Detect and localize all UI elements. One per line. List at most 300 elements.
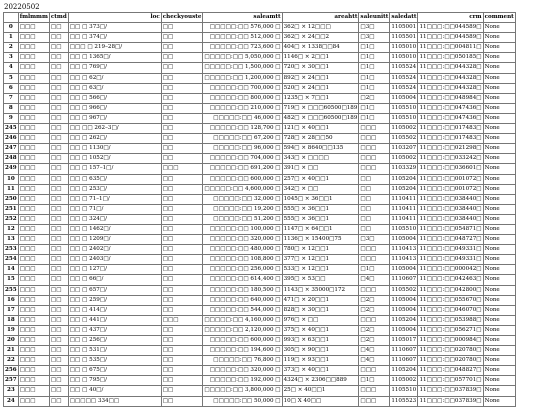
- table-cell: 1143□ × 35000□172: [282, 285, 359, 295]
- table-cell: □4□: [359, 275, 390, 285]
- table-cell: 11□□□:□□001072□: [418, 184, 483, 194]
- table-cell: □□ □ 71–1□/: [68, 194, 161, 204]
- table-cell: □2□: [359, 295, 390, 305]
- table-row: [4, 63, 516, 73]
- row-index-cell: 250: [4, 194, 19, 204]
- table-cell: □□□: [18, 53, 49, 63]
- table-cell: □□□: [18, 134, 49, 144]
- table-cell: □□□: [18, 103, 49, 113]
- table-row: [4, 224, 516, 234]
- table-cell: 1105502: [390, 285, 418, 295]
- table-cell: □□ □ 1130□/: [68, 144, 161, 154]
- table-cell: 11□□□:□□057701□: [418, 376, 483, 386]
- table-cell: 119□ × 93□□1: [282, 356, 359, 366]
- table-cell: 1105510: [390, 103, 418, 113]
- table-cell: □□: [161, 346, 203, 356]
- table-cell: None: [483, 184, 515, 194]
- table-cell: □□□□□:□□ 700,000 □: [203, 83, 282, 93]
- table-cell: 1105510: [390, 224, 418, 234]
- table-cell: □□□□□:□□ 320,000 □: [203, 366, 282, 376]
- row-index-cell: 257: [4, 376, 19, 386]
- table-cell: □□: [161, 305, 203, 315]
- table-cell: None: [483, 164, 515, 174]
- table-cell: □□: [161, 386, 203, 396]
- table-cell: 11□□□:□□048727□: [418, 235, 483, 245]
- table-cell: □□ □ 966□/: [68, 103, 161, 113]
- table-row: [4, 144, 516, 154]
- table-row: [4, 325, 516, 335]
- table-row: [4, 43, 516, 53]
- column-header[interactable]: areahtt: [282, 13, 359, 23]
- table-cell: 11□□□:□□020780□: [418, 356, 483, 366]
- table-cell: □□ □ 441□/: [68, 315, 161, 325]
- table-cell: □□□□□:□□ 480,000 □: [203, 245, 282, 255]
- table-cell: □□□: [18, 265, 49, 275]
- table-cell: □□: [49, 285, 68, 295]
- table-cell: □□: [49, 346, 68, 356]
- table-row: [4, 245, 516, 255]
- row-index-cell: 16: [4, 295, 19, 305]
- table-cell: □□: [49, 43, 68, 53]
- table-cell: 11□□□:□□038440□: [418, 204, 483, 214]
- table-cell: 25□ × 40□□1: [282, 386, 359, 396]
- table-cell: □□□: [359, 144, 390, 154]
- table-cell: 11□□□:□□053988□: [418, 315, 483, 325]
- row-index-cell: 256: [4, 366, 19, 376]
- table-cell: 1105002: [390, 124, 418, 134]
- data-table: [3, 12, 516, 407]
- column-header[interactable]: loc: [68, 13, 161, 23]
- table-cell: □□: [359, 184, 390, 194]
- table-cell: 1105010: [390, 43, 418, 53]
- table-cell: 343□ × □□□□: [282, 154, 359, 164]
- table-cell: □□: [161, 174, 203, 184]
- table-cell: □1□: [359, 43, 390, 53]
- table-cell: □□□: [18, 83, 49, 93]
- table-row: [4, 73, 516, 83]
- table-cell: □□: [359, 174, 390, 184]
- table-cell: □□□□□:□□ 256,000 □: [203, 265, 282, 275]
- table-cell: □□: [49, 23, 68, 33]
- table-cell: □□□□□:□□ 51,200 □: [203, 214, 282, 224]
- table-cell: None: [483, 356, 515, 366]
- table-cell: □□: [49, 73, 68, 83]
- table-cell: 1105523: [390, 396, 418, 406]
- row-index-cell: 5: [4, 73, 19, 83]
- table-cell: □□: [49, 33, 68, 43]
- row-index-cell: 253: [4, 245, 19, 255]
- table-cell: □□□: [18, 295, 49, 305]
- table-cell: 1110607: [390, 346, 418, 356]
- table-cell: □□: [161, 113, 203, 123]
- table-cell: □□□: [359, 154, 390, 164]
- table-cell: □□: [161, 224, 203, 234]
- table-cell: □□□□□:□□ 3,800,000 □: [203, 386, 282, 396]
- table-cell: 1105004: [390, 325, 418, 335]
- table-cell: □□: [161, 144, 203, 154]
- table-cell: 1110413: [390, 245, 418, 255]
- table-cell: 993□ × 63□□1: [282, 336, 359, 346]
- table-cell: □□: [49, 315, 68, 325]
- table-cell: 555□ × 36□□1: [282, 214, 359, 224]
- table-row: [4, 134, 516, 144]
- table-cell: □□: [161, 134, 203, 144]
- table-cell: □□□□□:□□ 100,000 □: [203, 224, 282, 234]
- table-cell: 1105001: [390, 23, 418, 33]
- table-cell: □□□□□:□□ 576,000 □: [203, 23, 282, 33]
- table-cell: 1103207: [390, 144, 418, 154]
- table-cell: □□□□□:□□ 210,000 □: [203, 103, 282, 113]
- table-cell: □□: [49, 164, 68, 174]
- table-cell: □□: [49, 366, 68, 376]
- table-cell: 1235□ × 7□□1: [282, 93, 359, 103]
- table-cell: □□: [49, 386, 68, 396]
- table-cell: □□: [49, 63, 68, 73]
- table-cell: □□: [49, 174, 68, 184]
- table-cell: None: [483, 346, 515, 356]
- table-row: [4, 23, 516, 33]
- table-cell: □□: [49, 396, 68, 406]
- table-cell: □3□: [359, 23, 390, 33]
- table-row: [4, 194, 516, 204]
- table-cell: None: [483, 134, 515, 144]
- table-cell: 11□□□:□□000984□: [418, 336, 483, 346]
- table-cell: □□: [49, 184, 68, 194]
- table-cell: 1105017: [390, 336, 418, 346]
- table-cell: □□: [359, 204, 390, 214]
- table-cell: □□: [49, 214, 68, 224]
- table-cell: 1105204: [390, 184, 418, 194]
- table-cell: □□ □ 62□/: [68, 73, 161, 83]
- table-cell: □□: [49, 235, 68, 245]
- row-index-cell: 246: [4, 134, 19, 144]
- table-cell: □□□: [18, 275, 49, 285]
- column-header[interactable]: fmlmmm: [18, 13, 49, 23]
- table-row: [4, 93, 516, 103]
- table-cell: □□□□□:□□ 640,000 □: [203, 295, 282, 305]
- row-index-cell: 19: [4, 325, 19, 335]
- table-cell: □□□□□:□□ 600,000 □: [203, 336, 282, 346]
- table-cell: 362□ × 12□□□: [282, 23, 359, 33]
- table-cell: □□□□□ 334□□: [68, 396, 161, 406]
- table-cell: □□□: [18, 63, 49, 73]
- row-index-cell: 4: [4, 63, 19, 73]
- row-index-cell: 20: [4, 336, 19, 346]
- table-cell: □□□: [18, 305, 49, 315]
- table-cell: None: [483, 275, 515, 285]
- table-cell: □□□□□:□□ 128,700 □: [203, 124, 282, 134]
- row-index-cell: 14: [4, 265, 19, 275]
- table-cell: None: [483, 376, 515, 386]
- table-cell: □4□: [359, 356, 390, 366]
- row-index-cell: 11: [4, 184, 19, 194]
- table-cell: 11□□□:□□001072□: [418, 174, 483, 184]
- table-cell: □□: [49, 194, 68, 204]
- table-cell: □□: [49, 295, 68, 305]
- table-cell: 720□ × 30□□1: [282, 63, 359, 73]
- table-cell: None: [483, 265, 515, 275]
- table-cell: □□□: [18, 144, 49, 154]
- table-cell: None: [483, 124, 515, 134]
- table-cell: □□□□□:□□ 192,000 □: [203, 376, 282, 386]
- row-index-cell: 12: [4, 224, 19, 234]
- table-cell: □□: [161, 124, 203, 134]
- table-row: [4, 235, 516, 245]
- table-cell: □□□□□:□□ 512,000 □: [203, 33, 282, 43]
- table-cell: 11□□□:□□044589□: [418, 23, 483, 33]
- table-cell: 395□ × 53□□: [282, 275, 359, 285]
- table-cell: 1105510: [390, 386, 418, 396]
- column-header[interactable]: ctmd: [49, 13, 68, 23]
- table-cell: □□ □ 535□/: [68, 356, 161, 366]
- table-cell: □□□: [18, 194, 49, 204]
- table-cell: □□□□□:□□ 19,200 □: [203, 204, 282, 214]
- table-cell: 11□□□:□□042800□: [418, 285, 483, 295]
- table-cell: □□□: [18, 396, 49, 406]
- table-header: [4, 13, 516, 23]
- table-cell: □□□: [18, 356, 49, 366]
- table-cell: □□ □ 63□/: [68, 83, 161, 93]
- table-cell: 719□ × □□□60500□189: [282, 103, 359, 113]
- row-index-cell: 18: [4, 315, 19, 325]
- column-header[interactable]: crm: [418, 13, 483, 23]
- table-cell: □□□: [18, 154, 49, 164]
- row-index-cell: 0: [4, 23, 19, 33]
- table-cell: 11□□□:□□036601□: [418, 164, 483, 174]
- table-cell: □□□□□:□□ 96,000 □: [203, 144, 282, 154]
- table-cell: □□: [161, 194, 203, 204]
- table-cell: □□□□□:□□ 4,160,000 □: [203, 315, 282, 325]
- table-cell: 1105204: [390, 174, 418, 184]
- table-cell: 1105524: [390, 83, 418, 93]
- table-cell: 11□□□:□□044328□: [418, 63, 483, 73]
- table-cell: □□: [49, 305, 68, 315]
- table-cell: 1147□ × 64□□1: [282, 224, 359, 234]
- table-cell: □□: [161, 265, 203, 275]
- table-cell: □□□: [18, 124, 49, 134]
- table-cell: □4□: [359, 346, 390, 356]
- table-cell: 1110411: [390, 194, 418, 204]
- table-cell: □□ □ 675□/: [68, 366, 161, 376]
- table-cell: 1105204: [390, 315, 418, 325]
- table-cell: □□: [161, 43, 203, 53]
- table-cell: □□□: [359, 396, 390, 406]
- table-cell: □□ □ 2402□/: [68, 245, 161, 255]
- table-cell: □□□: [18, 235, 49, 245]
- table-cell: □□: [161, 325, 203, 335]
- table-cell: 11□□□:□□033242□: [418, 154, 483, 164]
- column-header[interactable]: saleunitt: [359, 13, 390, 23]
- table-cell: □1□: [359, 376, 390, 386]
- table-cell: □□□: [161, 315, 203, 325]
- table-cell: □□ □ 373□/: [68, 23, 161, 33]
- table-cell: □□ □ 40□/: [68, 386, 161, 396]
- table-cell: 1110607: [390, 356, 418, 366]
- table-cell: □□□: [161, 164, 203, 174]
- table-cell: □□□□□:□□ 50,000 □: [203, 396, 282, 406]
- table-cell: 404□ × 1338□□84: [282, 43, 359, 53]
- table-cell: 11□□□:□□037839□: [418, 396, 483, 406]
- row-index-cell: 251: [4, 204, 19, 214]
- table-cell: □□: [49, 83, 68, 93]
- index-column-header[interactable]: [4, 13, 19, 23]
- table-cell: □□□: [18, 174, 49, 184]
- table-cell: □□ □ 437□/: [68, 325, 161, 335]
- table-cell: □□□: [18, 245, 49, 255]
- column-header[interactable]: saledatt: [390, 13, 418, 23]
- table-cell: □□□: [359, 366, 390, 376]
- table-cell: None: [483, 93, 515, 103]
- table-cell: □□□: [359, 315, 390, 325]
- row-index-cell: 13: [4, 235, 19, 245]
- table-row: [4, 356, 516, 366]
- table-cell: □□ □ 531□/: [68, 346, 161, 356]
- table-cell: □□ □ 1209□/: [68, 235, 161, 245]
- table-cell: □□: [161, 93, 203, 103]
- table-cell: 11□□□:□□054871□: [418, 224, 483, 234]
- table-cell: □□ □ 566□/: [68, 93, 161, 103]
- table-cell: 4324□ × 2306□□889: [282, 376, 359, 386]
- table-cell: □1□: [359, 63, 390, 73]
- table-cell: 1110411: [390, 214, 418, 224]
- table-cell: 1105204: [390, 366, 418, 376]
- table-cell: 1105510: [390, 113, 418, 123]
- table-cell: 11□□□:□□055670□: [418, 295, 483, 305]
- table-row: [4, 386, 516, 396]
- table-cell: □1□: [359, 83, 390, 93]
- table-cell: 11□□□:□□047436□: [418, 113, 483, 123]
- row-index-cell: 15: [4, 275, 19, 285]
- table-cell: □□: [49, 154, 68, 164]
- table-cell: 11□□□:□□042463□: [418, 275, 483, 285]
- table-row: [4, 214, 516, 224]
- table-cell: □□: [49, 255, 68, 265]
- table-cell: □□: [49, 336, 68, 346]
- table-cell: □□□: [18, 23, 49, 33]
- table-row: [4, 124, 516, 134]
- table-cell: □□ □ 967□/: [68, 113, 161, 123]
- table-cell: 11□□□:□□038440□: [418, 214, 483, 224]
- table-cell: None: [483, 23, 515, 33]
- column-header[interactable]: comment: [483, 13, 515, 23]
- table-body: [4, 23, 516, 407]
- table-cell: □□□□□:□□ 2,120,000 □: [203, 325, 282, 335]
- table-cell: None: [483, 113, 515, 123]
- row-index-cell: 9: [4, 113, 19, 123]
- table-cell: 482□ × □□□60500□189: [282, 113, 359, 123]
- table-cell: 11□□□:□□038440□: [418, 194, 483, 204]
- table-cell: 594□ × 8640□□135: [282, 144, 359, 154]
- table-row: [4, 376, 516, 386]
- table-cell: 10□ X 40□□: [282, 396, 359, 406]
- table-cell: 377□ × 12□□1: [282, 255, 359, 265]
- table-cell: □□□: [18, 386, 49, 396]
- table-cell: □□□: [18, 336, 49, 346]
- table-cell: □□□□□:□□ 691,200 □: [203, 164, 282, 174]
- table-cell: None: [483, 336, 515, 346]
- table-cell: □□: [49, 224, 68, 234]
- table-cell: □□□: [359, 255, 390, 265]
- table-cell: □□: [49, 144, 68, 154]
- table-cell: □□□: [359, 386, 390, 396]
- table-cell: 11□□□:□□049331□: [418, 245, 483, 255]
- table-cell: 1105502: [390, 134, 418, 144]
- row-index-cell: 245: [4, 124, 19, 134]
- table-cell: None: [483, 33, 515, 43]
- table-cell: 11□□□:□□049331□: [418, 255, 483, 265]
- table-cell: 728□ × 28□□50: [282, 134, 359, 144]
- table-cell: □□: [161, 214, 203, 224]
- table-cell: None: [483, 325, 515, 335]
- table-cell: □□□: [18, 73, 49, 83]
- table-cell: □□: [161, 285, 203, 295]
- table-cell: □□□□□:□□ 67,200 □: [203, 134, 282, 144]
- row-index-cell: 17: [4, 305, 19, 315]
- table-row: [4, 295, 516, 305]
- table-row: [4, 204, 516, 214]
- table-cell: □□□: [18, 93, 49, 103]
- table-cell: 373□ × 40□□1: [282, 366, 359, 376]
- table-cell: □□: [161, 73, 203, 83]
- table-row: [4, 164, 516, 174]
- table-cell: □□: [161, 53, 203, 63]
- table-row: [4, 33, 516, 43]
- table-cell: □1□: [359, 113, 390, 123]
- table-cell: 1105501: [390, 33, 418, 43]
- table-cell: 1110607: [390, 275, 418, 285]
- table-cell: None: [483, 103, 515, 113]
- table-cell: 1105004: [390, 265, 418, 275]
- table-cell: □□ □ 253□/: [68, 184, 161, 194]
- table-cell: □□: [49, 103, 68, 113]
- table-cell: □□ □ 414□/: [68, 305, 161, 315]
- table-cell: 11□□□:□□037839□: [418, 386, 483, 396]
- table-cell: 555□ × 36□□1: [282, 204, 359, 214]
- table-row: [4, 255, 516, 265]
- table-cell: □□□ □ 219–28□/: [68, 43, 161, 53]
- table-cell: □□: [161, 154, 203, 164]
- table-cell: 1105004: [390, 305, 418, 315]
- column-header[interactable]: checkyouste: [161, 13, 203, 23]
- table-cell: 375□ × 40□□1: [282, 325, 359, 335]
- table-cell: □□: [161, 356, 203, 366]
- table-cell: □□□: [18, 285, 49, 295]
- table-cell: None: [483, 315, 515, 325]
- table-cell: □□□: [18, 113, 49, 123]
- table-cell: 1110413: [390, 255, 418, 265]
- table-row: [4, 154, 516, 164]
- table-cell: □□□□□:□□ 544,000 □: [203, 305, 282, 315]
- table-row: [4, 53, 516, 63]
- table-cell: □□□□□:□□ 5,050,000 □: [203, 53, 282, 63]
- table-cell: □□□□□:□□ 32,000 □: [203, 194, 282, 204]
- table-cell: 11□□□:□□044328□: [418, 83, 483, 93]
- table-cell: 1103329: [390, 164, 418, 174]
- table-cell: None: [483, 255, 515, 265]
- table-cell: □□ □ 795□/: [68, 376, 161, 386]
- table-cell: □□ □ 657□/: [68, 285, 161, 295]
- table-cell: 391□ × □□: [282, 164, 359, 174]
- table-cell: None: [483, 214, 515, 224]
- table-row: [4, 184, 516, 194]
- table-cell: None: [483, 43, 515, 53]
- table-cell: 976□ × □□: [282, 315, 359, 325]
- column-header[interactable]: saleamtt: [203, 13, 282, 23]
- table-cell: □□□□□:□□ 1,500,000 □: [203, 63, 282, 73]
- table-cell: 11□□□:□□021298□: [418, 144, 483, 154]
- table-cell: □□: [161, 366, 203, 376]
- table-cell: None: [483, 235, 515, 245]
